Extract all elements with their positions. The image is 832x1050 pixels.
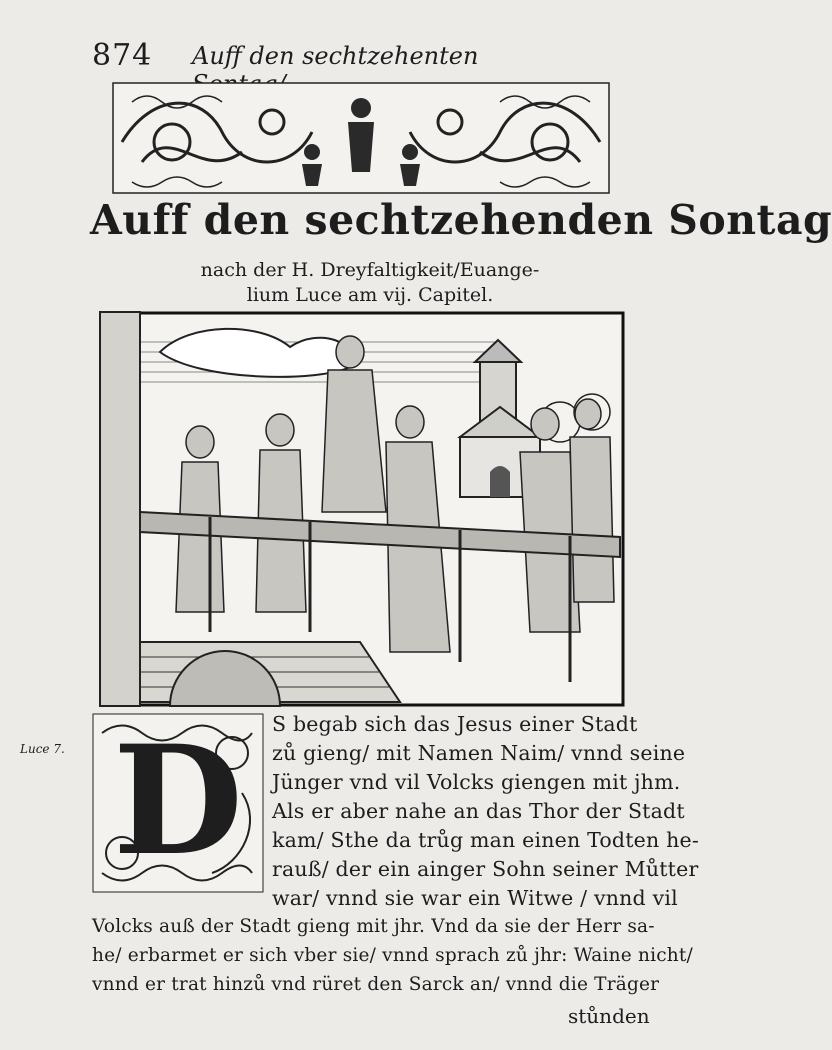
woodcut-illustration — [100, 312, 624, 706]
chapter-title: Auff den sechtzehenden Sontag — [90, 196, 832, 244]
text-line: Jünger vnd vil Volcks giengen mit jhm. — [272, 770, 681, 794]
page-header — [92, 38, 552, 72]
text-line: he/ erbarmet er sich vber sie/ vnnd sprach zů jhr: Waine nicht/ — [92, 945, 693, 966]
subtitle-line: lium Luce am vij. Capitel. — [246, 284, 494, 306]
text-line: S begab sich das Jesus einer Stadt — [272, 712, 638, 736]
text-line: zů gieng/ mit Namen Naim/ vnnd seine — [272, 741, 686, 765]
text-line: Als er aber nahe an das Thor der Stadt — [272, 799, 685, 823]
catchword: stůnden — [568, 1004, 650, 1028]
margin-note: Luce 7. — [20, 742, 65, 756]
text-line: Volcks auß der Stadt gieng mit jhr. Vnd da sie der Herr sa- — [92, 916, 655, 937]
text-line: kam/ Sthe da trůg man einen Todten he- — [272, 828, 699, 852]
text-line: rauß/ der ein ainger Sohn seiner Můtter — [272, 857, 699, 881]
ornamental-headpiece — [112, 82, 610, 194]
decorated-initial — [92, 713, 264, 893]
text-line: vnnd er trat hinzů vnd rüret den Sarck an/ vnnd die Träger — [92, 974, 660, 995]
page-number: 874 — [92, 38, 153, 73]
subtitle-line: nach der H. Dreyfaltigkeit/Euange- — [200, 259, 540, 281]
text-line: war/ vnnd sie war ein Witwe / vnnd vil — [272, 886, 678, 910]
running-head: Auff den sechtzehenten — [192, 42, 479, 70]
chapter-subtitle — [180, 258, 560, 308]
initial-letter: D — [112, 713, 244, 889]
